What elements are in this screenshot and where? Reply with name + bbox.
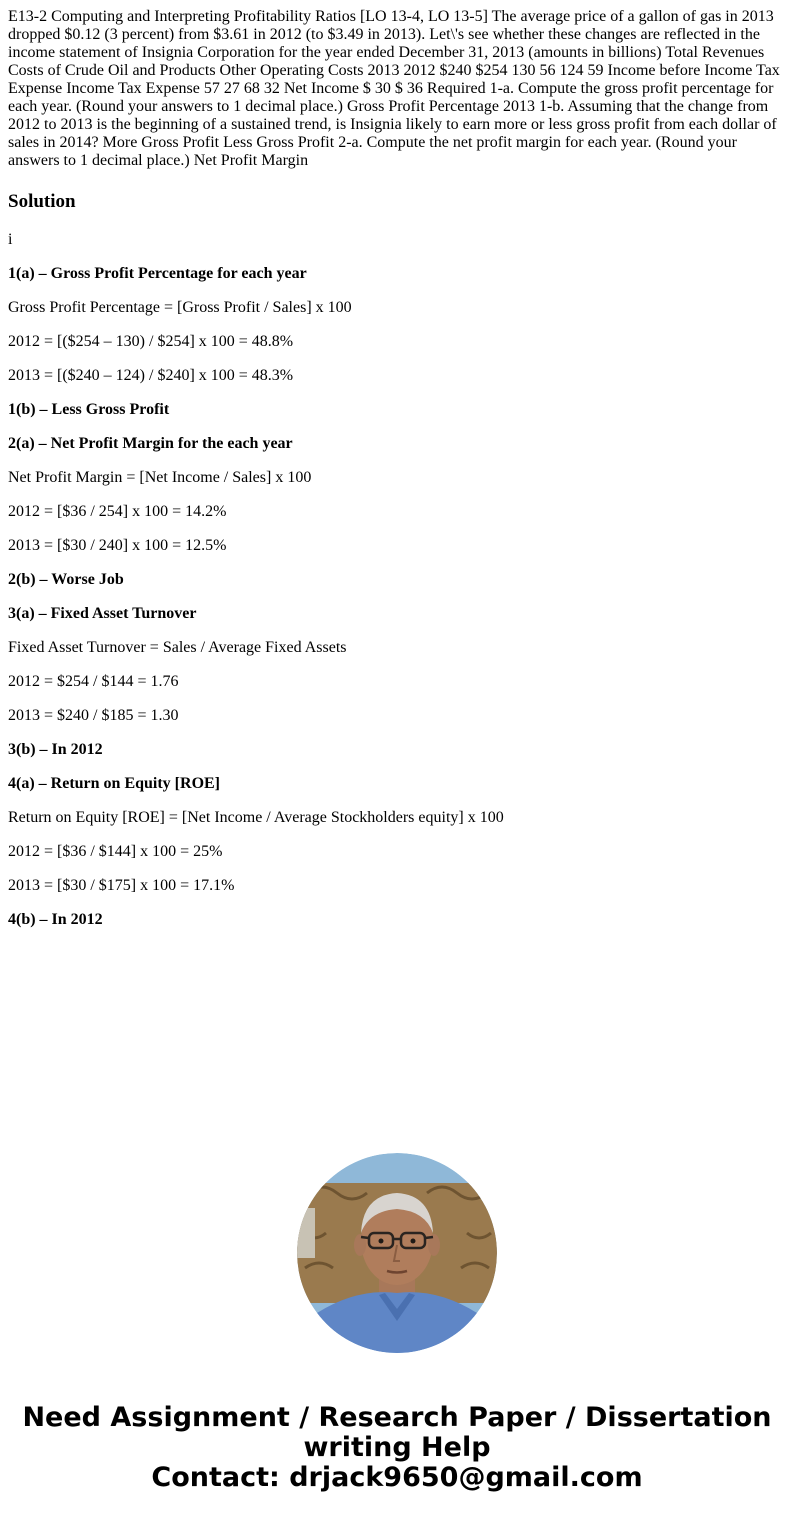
solution-heading: Solution [8, 191, 76, 212]
solution-line: i [8, 231, 13, 248]
solution-line: 1(a) – Gross Profit Percentage for each year [8, 265, 307, 282]
author-avatar [297, 1153, 497, 1353]
solution-line: 3(a) – Fixed Asset Turnover [8, 605, 197, 622]
solution-line: 2(a) – Net Profit Margin for the each year [8, 435, 293, 452]
solution-line: Fixed Asset Turnover = Sales / Average Fixed Assets [8, 639, 347, 656]
question-text: E13-2 Computing and Interpreting Profitability Ratios [LO 13-4, LO 13-5] The average price of a gallon of gas in 2013 dropped $0.12 (3 percent) from $3.61 in 2012 (to $3.49 in 2013). Let\'s see whether these changes are reflected in the income statement of Insignia Corporation for the year ended December 31, 2013 (amounts in billions) Total Revenues Costs of Crude Oil and Products Other Operating Costs 2013 2012 $240 $254 130 56 124 59 Income before Income Tax Expense Income Tax Expense 57 27 68 32 Net Income $ 30 $ 36 Required 1-a. Compute the gross profit percentage for each year. (Round your answers to 1 decimal place.) Gross Profit Percentage 2013 1-b. Assuming that the change from 2012 to 2013 is the beginning of a sustained trend, is Insignia likely to earn more or less gross profit from each dollar of sales in 2014? More Gross Profit Less Gross Profit 2-a. Compute the net profit margin for each year. (Round your answers to 1 decimal place.) Net Profit Margin [8, 8, 780, 169]
solution-line: 2(b) – Worse Job [8, 571, 124, 588]
solution-line: 2012 = $254 / $144 = 1.76 [8, 673, 179, 690]
solution-line: 1(b) – Less Gross Profit [8, 401, 170, 418]
solution-line: 2012 = [$36 / $144] x 100 = 25% [8, 843, 223, 860]
solution-line: Net Profit Margin = [Net Income / Sales] x 100 [8, 469, 312, 486]
solution-line: 3(b) – In 2012 [8, 741, 103, 758]
solution-line: 4(a) – Return on Equity [ROE] [8, 775, 221, 792]
solution-line: 4(b) – In 2012 [8, 911, 103, 928]
footer-line: writing Help [303, 1432, 491, 1463]
footer-line: Need Assignment / Research Paper / Dissertation [22, 1402, 772, 1433]
solution-line: 2013 = $240 / $185 = 1.30 [8, 707, 179, 724]
solution-line: 2012 = [($254 – 130) / $254] x 100 = 48.8% [8, 333, 294, 350]
solution-line: Gross Profit Percentage = [Gross Profit / Sales] x 100 [8, 299, 352, 316]
solution-line: 2013 = [($240 – 124) / $240] x 100 = 48.3% [8, 367, 294, 384]
solution-lines [8, 231, 784, 929]
document-body [8, 8, 784, 929]
footer-contact: Contact: drjack9650@gmail.com [151, 1462, 643, 1493]
solution-line: 2012 = [$36 / 254] x 100 = 14.2% [8, 503, 227, 520]
solution-line: 2013 = [$30 / 240] x 100 = 12.5% [8, 537, 227, 554]
promo-footer [0, 1403, 794, 1493]
solution-line: 2013 = [$30 / $175] x 100 = 17.1% [8, 877, 235, 894]
solution-line: Return on Equity [ROE] = [Net Income / Average Stockholders equity] x 100 [8, 809, 504, 826]
portrait-image [297, 1153, 497, 1353]
